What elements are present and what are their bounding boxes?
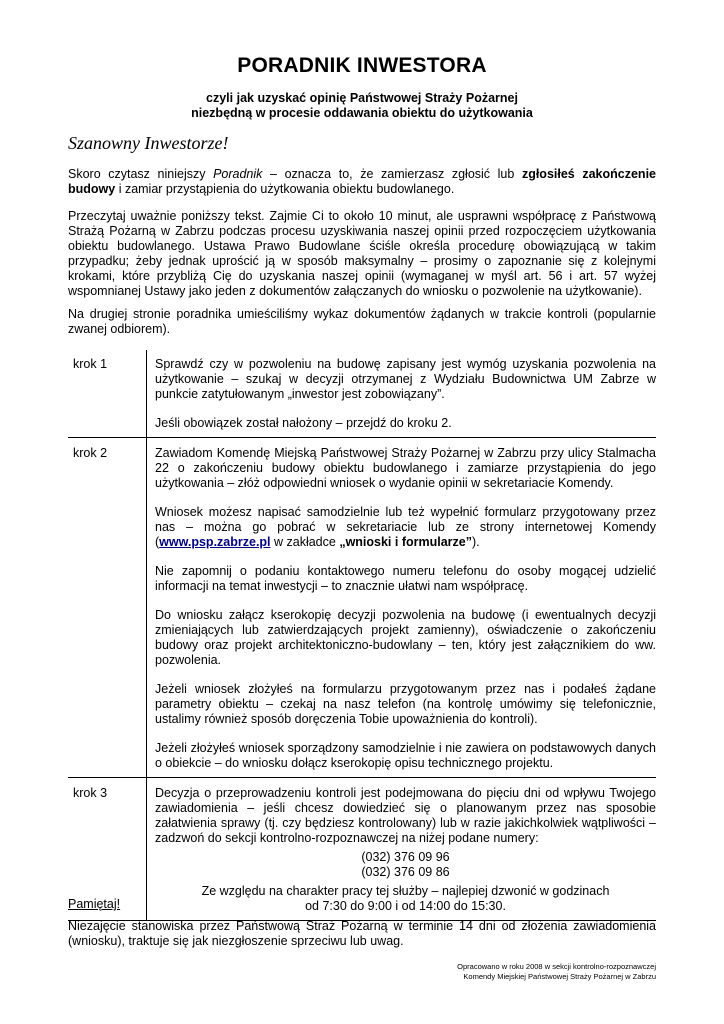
step-row-3: [68, 778, 656, 921]
step2-p2-bold: „wnioski i formularze”: [339, 535, 472, 549]
step1-paragraph-2: Jeśli obowiązek został nałożony – przejdź do kroku 2.: [155, 416, 452, 430]
call-hours-line-2: od 7:30 do 9:00 i od 14:00 do 15:30.: [305, 899, 506, 913]
step3-paragraph-1: Decyzja o przeprowadzeniu kontroli jest podejmowana do pięciu dni od wpływu Twojego zawiadomienia – jeśli chcesz dowiedzieć się o planowanym przez nas sposobie załatwienia sprawy (tj. czy będziesz kontrolowany) lub w razie jakichkolwiek wątpliwości – zadzwoń do sekcji kontrolno-rozpoznawczej na niżej podane numery:: [155, 786, 656, 845]
call-hours: [155, 884, 656, 914]
step-content-3: [147, 778, 657, 921]
step2-p2-text-b: w zakładce: [270, 535, 340, 549]
step-row-1: [68, 350, 656, 438]
footer-note: [356, 962, 656, 982]
website-link[interactable]: www.psp.zabrze.pl: [159, 535, 271, 549]
step-label-1: krok 1: [68, 350, 147, 438]
step2-paragraph-2: [155, 505, 656, 550]
phone-number-2: (032) 376 09 86: [361, 865, 450, 879]
greeting: Szanowny Inwestorze!: [68, 133, 229, 153]
document-subtitle: [68, 91, 656, 121]
intro-p1-text-c: i zamiar przystąpienia do użytkowania obiektu budowlanego.: [115, 182, 455, 196]
step2-paragraph-6: Jeżeli złożyłeś wniosek sporządzony samodzielnie i nie zawiera on podstawowych danych o obiekcie – do wniosku dołącz kserokopię opisu technicznego projektu.: [155, 741, 656, 770]
step-content-2: [147, 438, 657, 778]
intro-paragraph-1: [68, 167, 656, 197]
call-hours-line-1: Ze względu na charakter pracy tej służby – najlepiej dzwonić w godzinach: [201, 884, 610, 898]
step2-p2-text-c: ).: [471, 535, 480, 549]
subtitle-line-1: czyli jak uzyskać opinię Państwowej Straży Pożarnej: [206, 91, 518, 105]
phone-number-1: (032) 376 09 96: [361, 850, 450, 864]
intro-p1-italic: Poradnik: [213, 167, 263, 181]
footer-line-1: Opracowano w roku 2008 w sekcji kontrolno-rozpoznawczej: [457, 962, 656, 971]
footer-line-2: Komendy Miejskiej Państwowej Straży Pożarnej w Zabrzu: [463, 972, 656, 981]
steps-table: [68, 350, 656, 921]
remember-heading: Pamiętaj!: [68, 897, 121, 911]
step2-p2-text-a: Wniosek możesz napisać samodzielnie lub też wypełnić formularz przygotowany przez nas – można go pobrać w sekretariacie lub ze strony internetowej Komendy (: [155, 505, 656, 549]
step-row-2: [68, 438, 656, 778]
remember-paragraph: Niezajęcie stanowiska przez Państwową Straż Pożarną w terminie 14 dni od złożenia zawiadomienia (wniosku), traktuje się jak niezgłoszenie sprzeciwu lub uwag.: [68, 919, 656, 948]
step-content-1: [147, 350, 657, 438]
step2-paragraph-1: Zawiadom Komendę Miejską Państwowej Straży Pożarnej w Zabrzu przy ulicy Stalmacha 22 o zakończeniu budowy obiektu budowlanego i zamiarze przystąpienia do jego użytkowania – złóż odpowiedni wniosek o wydanie opinii w sekretariacie Komendy.: [155, 446, 656, 490]
step1-paragraph-1: Sprawdź czy w pozwoleniu na budowę zapisany jest wymóg uzyskania pozwolenia na użytkowanie – szukaj w decyzji otrzymanej z Wydziału Budownictwa UM Zabrze w punkcie zatytułowanym „inwestor jest zobowiązany”.: [155, 357, 656, 401]
intro-paragraph-3: Na drugiej stronie poradnika umieściliśmy wykaz dokumentów żądanych w trakcie kontroli (popularnie zwanej odbiorem).: [68, 307, 656, 336]
phone-numbers: [155, 850, 656, 880]
intro-p1-text-a: Skoro czytasz niniejszy: [68, 167, 214, 181]
subtitle-line-2: niezbędną w procesie oddawania obiektu do użytkowania: [191, 106, 533, 120]
step-label-3: krok 3: [68, 778, 147, 921]
intro-paragraph-2: Przeczytaj uważnie poniższy tekst. Zajmie Ci to około 10 minut, ale usprawni współpracę z Państwową Strażą Pożarną w Zabrzu podczas procesu uzyskiwania naszej opinii przed rozpoczęciem użytkowania obiektu budowlanego. Ustawa Prawo Budowlane ściśle określa procedurę obowiązującą w takim przypadku; żeby jednak uprościć ją w sposób maksymalny – prosimy o zapoznanie się z kolejnymi krokami, które przybliżą Cię do uzyskania naszej opinii (wymaganej w myśl art. 56 i art. 57 wyżej wspomnianej Ustawy jako jeden z dokumentów załączanych do wniosku o pozwolenie na użytkowanie).: [68, 209, 656, 298]
document-title: PORADNIK INWESTORA: [237, 54, 487, 77]
intro-p1-text-b: – oznacza to, że zamierzasz zgłosić lub: [262, 167, 522, 181]
step2-paragraph-3: Nie zapomnij o podaniu kontaktowego numeru telefonu do osoby mogącej udzielić informacji na temat inwestycji – to znacznie ułatwi nam współpracę.: [155, 564, 656, 593]
step2-paragraph-5: Jeżeli wniosek złożyłeś na formularzu przygotowanym przez nas i podałeś żądane parametry obiektu – czekaj na nasz telefon (na kontrolę umówimy się telefonicznie, ustalimy również sposób doręczenia Tobie upoważnienia do kontroli).: [155, 682, 656, 726]
step-label-2: krok 2: [68, 438, 147, 778]
step2-paragraph-4: Do wniosku załącz kserokopię decyzji pozwolenia na budowę (i ewentualnych decyzji zmieniających lub zatwierdzających projekt zamienny), oświadczenie o zakończeniu budowy oraz projekt architektoniczno-budowlany – ten, który jest załącznikiem do ww. pozwolenia.: [155, 608, 656, 667]
intro-p1-bold: zgłosiłeś zakończenie budowy: [68, 167, 656, 196]
